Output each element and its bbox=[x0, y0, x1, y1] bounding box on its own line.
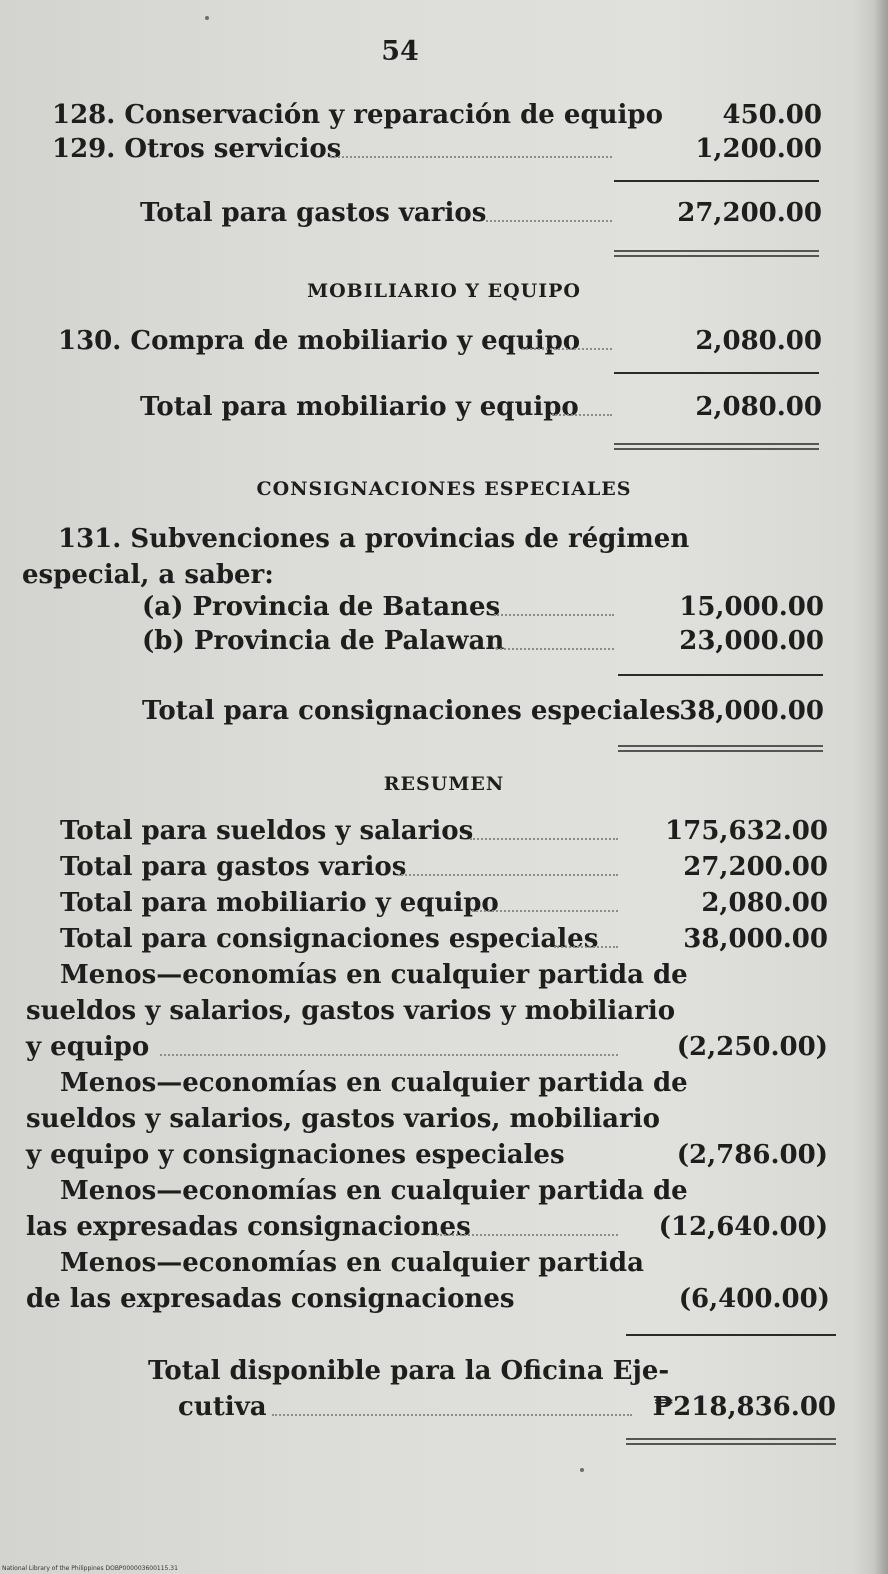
line-amount: 2,080.00 bbox=[695, 326, 822, 356]
line-label: (b) Provincia de Palawan bbox=[142, 626, 505, 656]
dot-leader bbox=[494, 614, 614, 616]
grand-total-line2 bbox=[0, 1392, 888, 1428]
line-label: y equipo bbox=[26, 1032, 150, 1062]
economias-4-line1 bbox=[0, 1248, 888, 1284]
dot-leader bbox=[496, 648, 614, 650]
line-label: 128. Conservación y reparación de equipo bbox=[52, 100, 663, 130]
line-amount: 27,200.00 bbox=[683, 852, 828, 882]
ink-speck bbox=[580, 1468, 584, 1472]
economias-3-line2 bbox=[0, 1212, 888, 1248]
dot-leader bbox=[398, 874, 618, 876]
line-label: Total para gastos varios bbox=[140, 198, 487, 228]
summary-gastos bbox=[0, 852, 888, 888]
line-amount: 1,200.00 bbox=[695, 134, 822, 164]
economias-1-line2 bbox=[0, 996, 888, 1032]
line-amount: 38,000.00 bbox=[683, 924, 828, 954]
line-label: Total para consignaciones especiales bbox=[60, 924, 599, 954]
ink-speck bbox=[205, 16, 209, 20]
line-label: 129. Otros servicios bbox=[52, 134, 342, 164]
dot-leader bbox=[160, 1054, 618, 1056]
line-label: Menos—economías en cualquier partida de bbox=[60, 960, 688, 990]
line-item-130 bbox=[0, 326, 888, 362]
dot-leader bbox=[522, 348, 612, 350]
grand-total-line1 bbox=[0, 1356, 888, 1392]
summary-consignaciones bbox=[0, 924, 888, 960]
line-label: Menos—economías en cualquier partida bbox=[60, 1248, 644, 1278]
line-label: (a) Provincia de Batanes bbox=[142, 592, 501, 622]
line-amount: (6,400.00) bbox=[678, 1284, 830, 1314]
line-item-128 bbox=[0, 100, 888, 136]
double-rule bbox=[626, 1438, 836, 1445]
sum-rule bbox=[614, 372, 819, 374]
line-amount: (2,786.00) bbox=[676, 1140, 828, 1170]
line-label: Total para consignaciones especiales bbox=[142, 696, 681, 726]
economias-2-line3 bbox=[0, 1140, 888, 1176]
dot-leader bbox=[472, 910, 618, 912]
line-label: y equipo y consignaciones especiales bbox=[26, 1140, 565, 1170]
line-item-131-a bbox=[0, 592, 888, 628]
line-amount: 450.00 bbox=[722, 100, 822, 130]
line-label: Total para sueldos y salarios bbox=[60, 816, 474, 846]
dot-leader bbox=[436, 1234, 618, 1236]
double-rule bbox=[614, 443, 819, 450]
economias-2-line1 bbox=[0, 1068, 888, 1104]
summary-sueldos bbox=[0, 816, 888, 852]
line-label: las expresadas consignaciones bbox=[26, 1212, 471, 1242]
sum-rule bbox=[614, 180, 819, 182]
line-amount: 15,000.00 bbox=[679, 592, 824, 622]
dot-leader bbox=[470, 838, 618, 840]
line-label: 130. Compra de mobiliario y equipo bbox=[58, 326, 581, 356]
economias-2-line2 bbox=[0, 1104, 888, 1140]
page-number: 54 bbox=[381, 36, 419, 67]
line-amount: 27,200.00 bbox=[677, 198, 822, 228]
line-label: de las expresadas consignaciones bbox=[26, 1284, 515, 1314]
line-label: sueldos y salarios, gastos varios, mobiliario bbox=[26, 1104, 660, 1134]
dot-leader bbox=[552, 414, 612, 416]
sum-rule bbox=[618, 674, 823, 676]
line-item-131-cont bbox=[0, 560, 888, 596]
sum-rule bbox=[626, 1334, 836, 1336]
line-label: Total para mobiliario y equipo bbox=[140, 392, 579, 422]
total-mobiliario bbox=[0, 392, 888, 428]
section-heading: MOBILIARIO Y EQUIPO bbox=[307, 280, 581, 302]
line-label: Menos—economías en cualquier partida de bbox=[60, 1176, 688, 1206]
double-rule bbox=[618, 745, 823, 752]
total-gastos-varios bbox=[0, 198, 888, 234]
dot-leader bbox=[272, 1414, 632, 1416]
economias-3-line1 bbox=[0, 1176, 888, 1212]
line-amount: 2,080.00 bbox=[701, 888, 828, 918]
line-item-131-b bbox=[0, 626, 888, 662]
line-label: 131. Subvenciones a provincias de régimen bbox=[58, 524, 690, 554]
line-label: sueldos y salarios, gastos varios y mobiliario bbox=[26, 996, 676, 1026]
scan-credit: National Library of the Philippines DOBP000003600115.31 bbox=[2, 1565, 178, 1572]
line-amount: 38,000.00 bbox=[679, 696, 824, 726]
line-item-131 bbox=[0, 524, 888, 560]
double-rule bbox=[614, 250, 819, 257]
line-amount: 2,080.00 bbox=[695, 392, 822, 422]
section-heading: CONSIGNACIONES ESPECIALES bbox=[256, 478, 632, 500]
dot-leader bbox=[330, 156, 612, 158]
economias-1-line3 bbox=[0, 1032, 888, 1068]
line-label: Total para gastos varios bbox=[60, 852, 407, 882]
grand-total-amount: ₱218,836.00 bbox=[652, 1392, 836, 1422]
dot-leader bbox=[486, 220, 612, 222]
line-amount: (12,640.00) bbox=[658, 1212, 828, 1242]
line-amount: 23,000.00 bbox=[679, 626, 824, 656]
line-label: Total para mobiliario y equipo bbox=[60, 888, 499, 918]
line-label: Total disponible para la Oficina Eje- bbox=[148, 1356, 670, 1386]
summary-mobiliario bbox=[0, 888, 888, 924]
line-amount: 175,632.00 bbox=[665, 816, 828, 846]
economias-4-line2 bbox=[0, 1284, 888, 1320]
line-label: especial, a saber: bbox=[22, 560, 274, 590]
economias-1-line1 bbox=[0, 960, 888, 996]
line-label: cutiva bbox=[178, 1392, 267, 1422]
total-consignaciones bbox=[0, 696, 888, 732]
line-amount: (2,250.00) bbox=[676, 1032, 828, 1062]
dot-leader bbox=[554, 946, 618, 948]
line-item-129 bbox=[0, 134, 888, 170]
line-label: Menos—economías en cualquier partida de bbox=[60, 1068, 688, 1098]
section-heading: RESUMEN bbox=[383, 773, 505, 795]
